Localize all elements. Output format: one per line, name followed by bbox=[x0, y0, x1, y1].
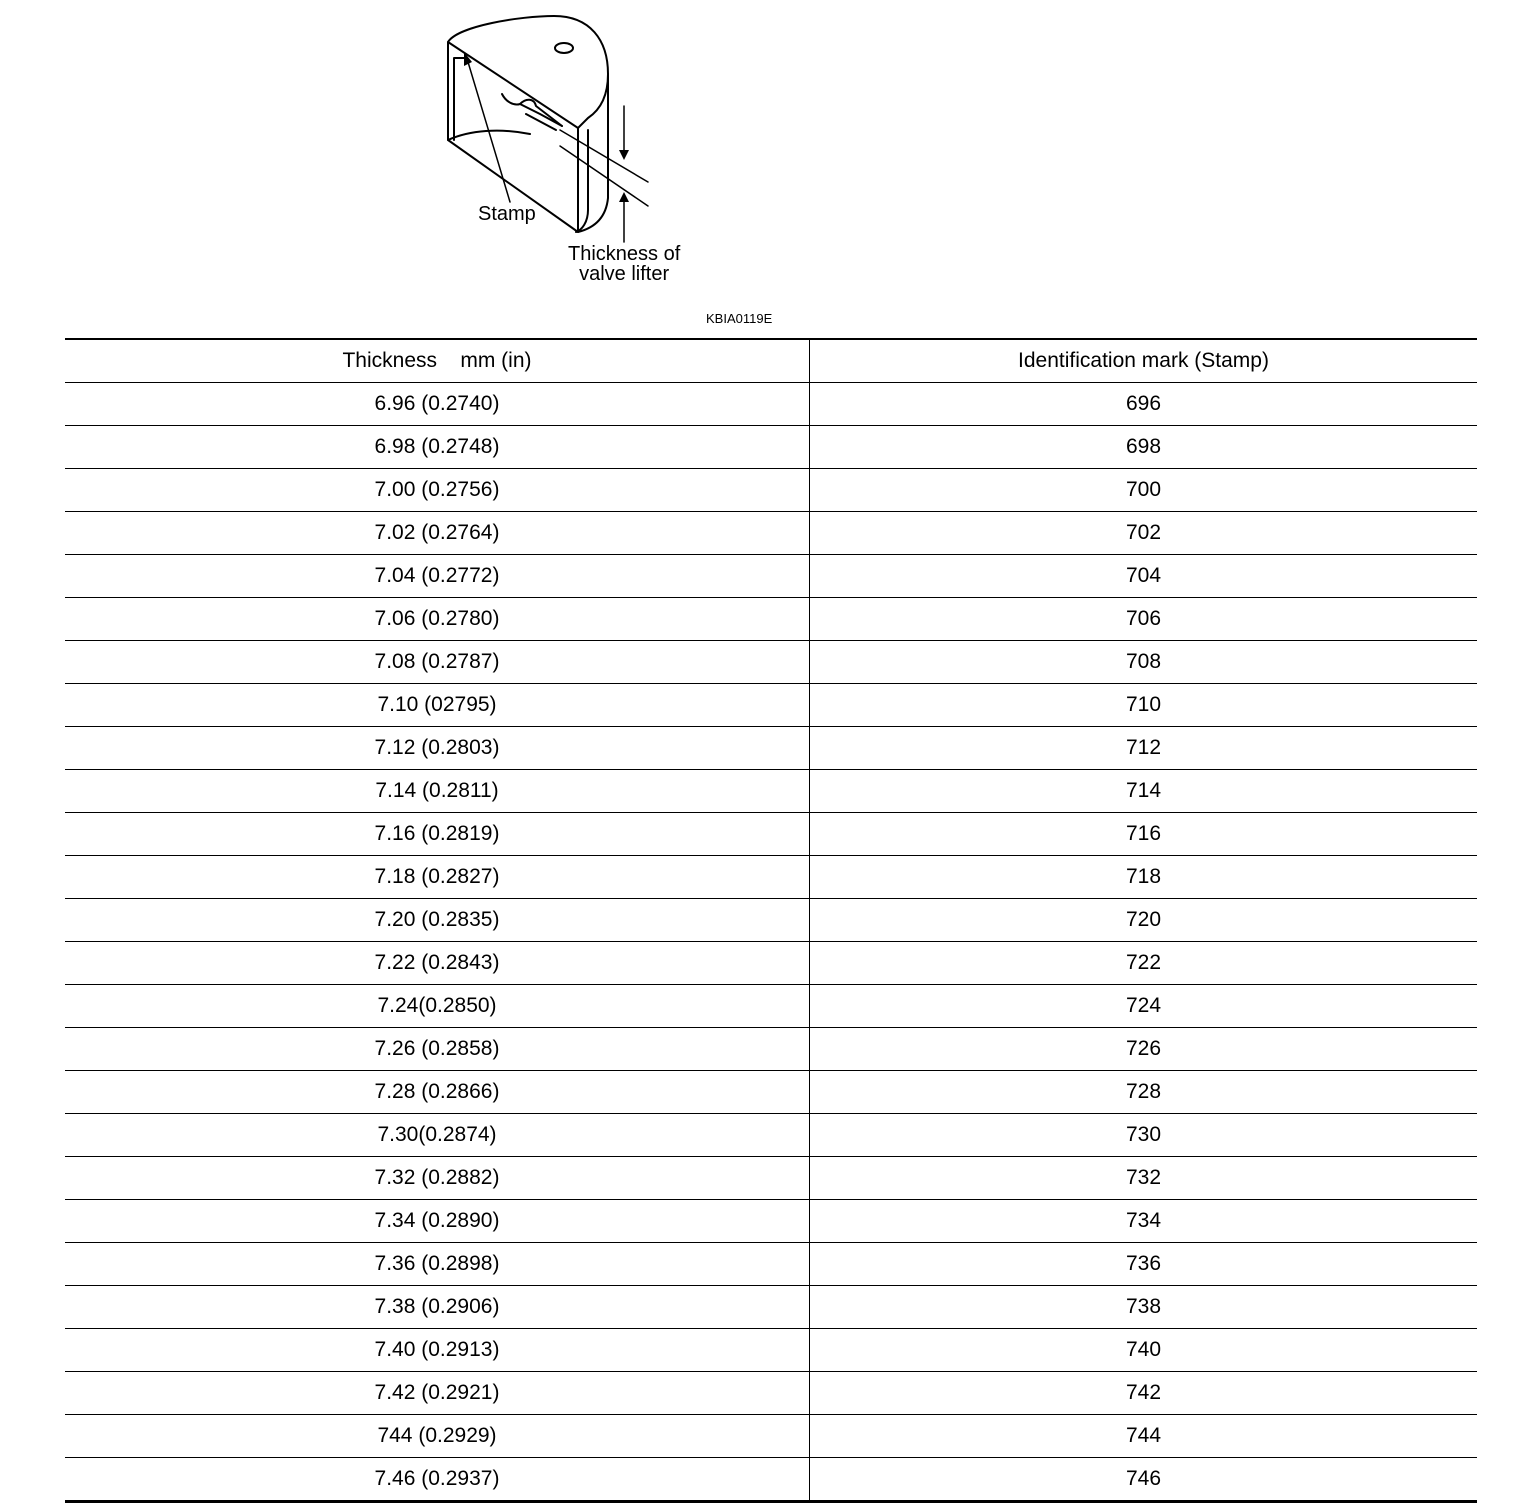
table-row bbox=[65, 426, 1477, 469]
mark-cell: 726 bbox=[810, 1028, 1478, 1071]
mark-cell: 716 bbox=[810, 813, 1478, 856]
table-row bbox=[65, 1157, 1477, 1200]
thickness-cell: 7.30(0.2874) bbox=[65, 1114, 810, 1157]
thickness-cell: 7.14 (0.2811) bbox=[65, 770, 810, 813]
mark-cell: 712 bbox=[810, 727, 1478, 770]
table-row bbox=[65, 1415, 1477, 1458]
thickness-cell: 7.28 (0.2866) bbox=[65, 1071, 810, 1114]
mark-cell: 698 bbox=[810, 426, 1478, 469]
valve-lifter-figure bbox=[430, 10, 730, 300]
thickness-cell: 744 (0.2929) bbox=[65, 1415, 810, 1458]
identification-mark-column-header: Identification mark (Stamp) bbox=[810, 339, 1478, 383]
table-row bbox=[65, 555, 1477, 598]
table-row bbox=[65, 684, 1477, 727]
figure-id: KBIA0119E bbox=[706, 311, 773, 326]
thickness-cell: 7.12 (0.2803) bbox=[65, 727, 810, 770]
thickness-cell: 7.38 (0.2906) bbox=[65, 1286, 810, 1329]
valve-lifter-thickness-table bbox=[65, 338, 1477, 1503]
thickness-cell: 6.96 (0.2740) bbox=[65, 383, 810, 426]
mark-cell: 702 bbox=[810, 512, 1478, 555]
mark-cell: 700 bbox=[810, 469, 1478, 512]
thickness-cell: 7.34 (0.2890) bbox=[65, 1200, 810, 1243]
thickness-cell: 7.00 (0.2756) bbox=[65, 469, 810, 512]
thickness-cell: 7.04 (0.2772) bbox=[65, 555, 810, 598]
thickness-cell: 7.40 (0.2913) bbox=[65, 1329, 810, 1372]
thickness-cell: 7.42 (0.2921) bbox=[65, 1372, 810, 1415]
table-row bbox=[65, 727, 1477, 770]
mark-cell: 708 bbox=[810, 641, 1478, 684]
table-row bbox=[65, 770, 1477, 813]
table-row bbox=[65, 598, 1477, 641]
thickness-column-header: Thickness mm (in) bbox=[65, 339, 810, 383]
mark-cell: 706 bbox=[810, 598, 1478, 641]
table-row bbox=[65, 899, 1477, 942]
mark-cell: 714 bbox=[810, 770, 1478, 813]
thickness-cell: 7.36 (0.2898) bbox=[65, 1243, 810, 1286]
table-row bbox=[65, 1286, 1477, 1329]
mark-cell: 730 bbox=[810, 1114, 1478, 1157]
thickness-cell: 7.06 (0.2780) bbox=[65, 598, 810, 641]
thickness-cell: 7.24(0.2850) bbox=[65, 985, 810, 1028]
thickness-cell: 7.10 (02795) bbox=[65, 684, 810, 727]
thickness-cell: 7.20 (0.2835) bbox=[65, 899, 810, 942]
table-row bbox=[65, 1114, 1477, 1157]
table-row bbox=[65, 1200, 1477, 1243]
thickness-label-line1: Thickness of bbox=[568, 243, 681, 265]
mark-cell: 704 bbox=[810, 555, 1478, 598]
thickness-cell: 7.32 (0.2882) bbox=[65, 1157, 810, 1200]
table-row bbox=[65, 1243, 1477, 1286]
table-row bbox=[65, 641, 1477, 684]
mark-cell: 718 bbox=[810, 856, 1478, 899]
mark-cell: 734 bbox=[810, 1200, 1478, 1243]
mark-cell: 724 bbox=[810, 985, 1478, 1028]
thickness-cell: 7.16 (0.2819) bbox=[65, 813, 810, 856]
table-row bbox=[65, 813, 1477, 856]
mark-cell: 740 bbox=[810, 1329, 1478, 1372]
mark-cell: 746 bbox=[810, 1458, 1478, 1502]
mark-cell: 710 bbox=[810, 684, 1478, 727]
thickness-label bbox=[568, 244, 680, 284]
table-row bbox=[65, 1071, 1477, 1114]
table-row bbox=[65, 469, 1477, 512]
mark-cell: 742 bbox=[810, 1372, 1478, 1415]
table-row bbox=[65, 512, 1477, 555]
thickness-cell: 7.26 (0.2858) bbox=[65, 1028, 810, 1071]
table-row bbox=[65, 1028, 1477, 1071]
mark-cell: 732 bbox=[810, 1157, 1478, 1200]
thickness-label-line2: valve lifter bbox=[579, 263, 670, 285]
mark-cell: 696 bbox=[810, 383, 1478, 426]
mark-cell: 720 bbox=[810, 899, 1478, 942]
thickness-cell: 7.02 (0.2764) bbox=[65, 512, 810, 555]
table-row bbox=[65, 942, 1477, 985]
thickness-cell: 7.18 (0.2827) bbox=[65, 856, 810, 899]
mark-cell: 738 bbox=[810, 1286, 1478, 1329]
thickness-cell: 7.22 (0.2843) bbox=[65, 942, 810, 985]
mark-cell: 736 bbox=[810, 1243, 1478, 1286]
table-row bbox=[65, 1372, 1477, 1415]
thickness-cell: 6.98 (0.2748) bbox=[65, 426, 810, 469]
mark-cell: 728 bbox=[810, 1071, 1478, 1114]
table-header-row bbox=[65, 339, 1477, 383]
table-row bbox=[65, 1458, 1477, 1502]
mark-cell: 722 bbox=[810, 942, 1478, 985]
stamp-label: Stamp bbox=[478, 203, 536, 225]
table-row bbox=[65, 856, 1477, 899]
table-row bbox=[65, 1329, 1477, 1372]
table-row bbox=[65, 383, 1477, 426]
table-body bbox=[65, 383, 1477, 1502]
thickness-cell: 7.08 (0.2787) bbox=[65, 641, 810, 684]
table-row bbox=[65, 985, 1477, 1028]
thickness-cell: 7.46 (0.2937) bbox=[65, 1458, 810, 1502]
mark-cell: 744 bbox=[810, 1415, 1478, 1458]
